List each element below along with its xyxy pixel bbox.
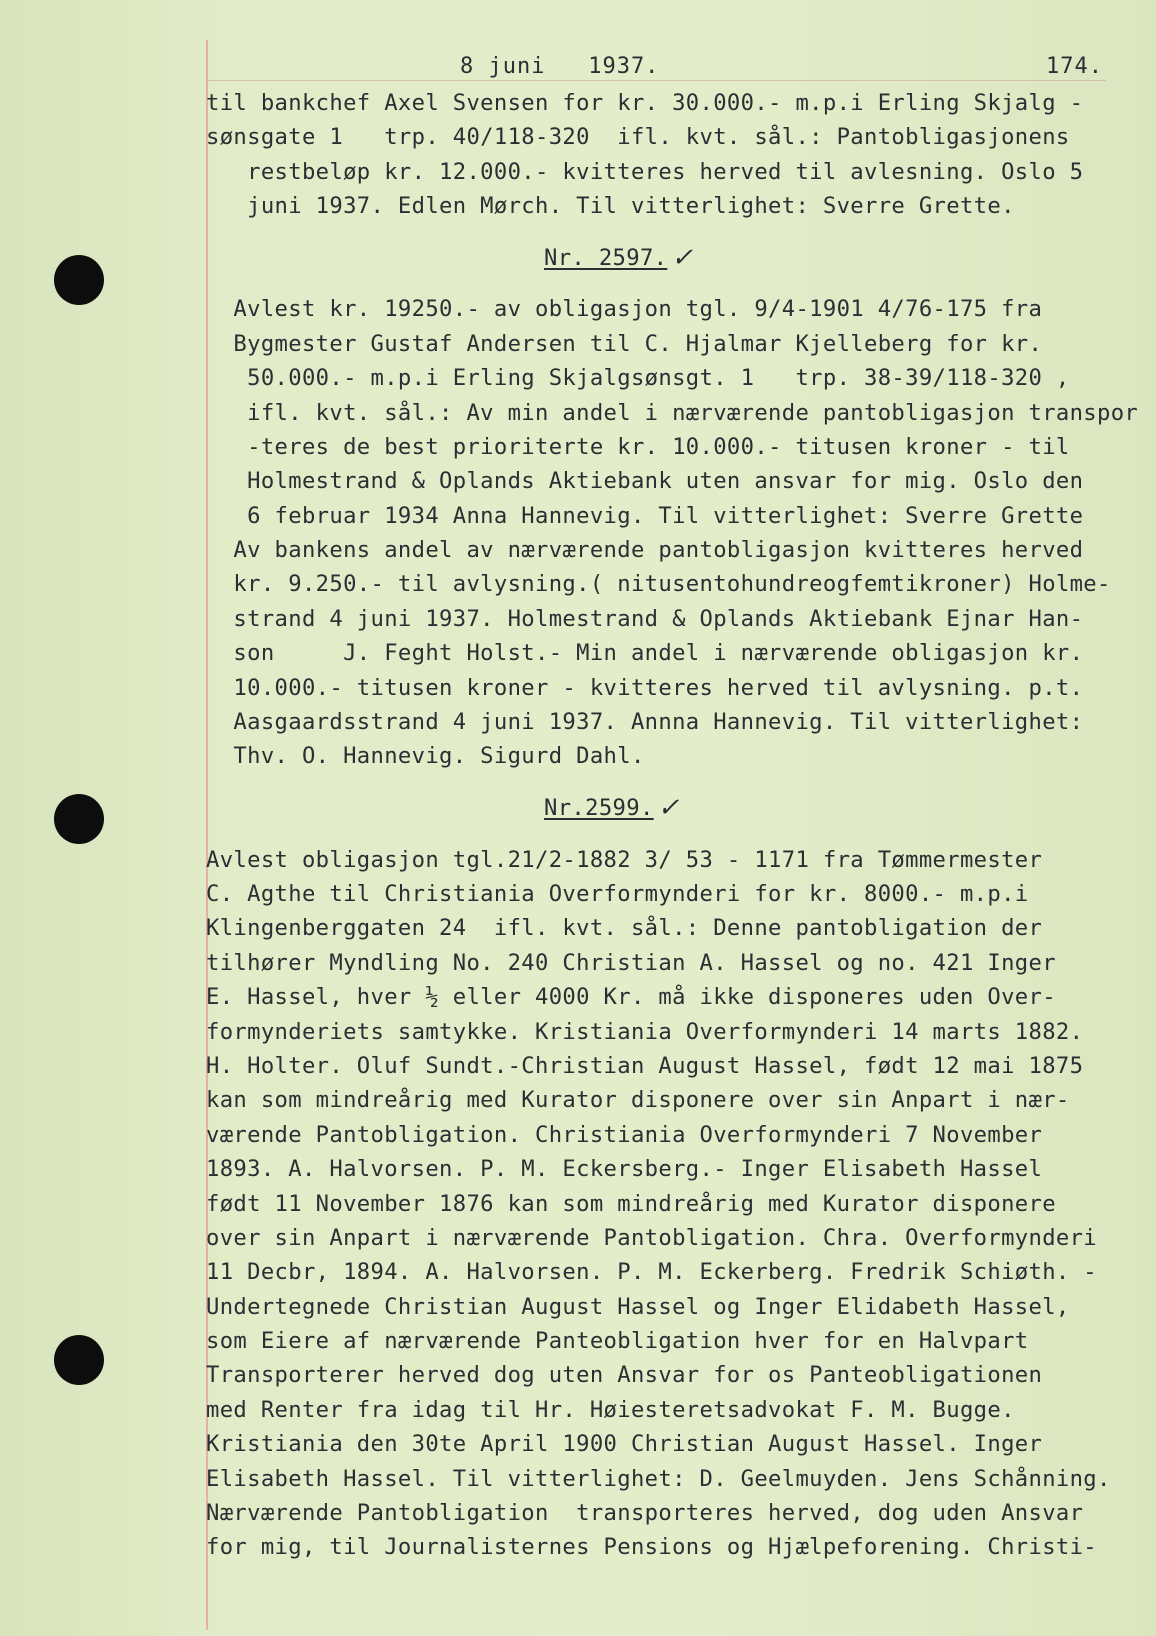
text-line: værende Pantobligation. Christiania Overformynderi 7 November bbox=[206, 1121, 1043, 1148]
text-line: 6 februar 1934 Anna Hannevig. Til vitterlighet: Sverre Grette bbox=[206, 502, 1084, 529]
text-line: Klingenberggaten 24 ifl. kvt. sål.: Denne pantobligation der bbox=[206, 915, 1043, 942]
text-line: kr. 9.250.- til avlysning.( nitusentohundreogfemtikroner) Holme- bbox=[206, 571, 1111, 598]
punch-hole-bottom bbox=[54, 1335, 104, 1385]
text-line: Aasgaardsstrand 4 juni 1937. Annna Hannevig. Til vitterlighet: bbox=[206, 709, 1084, 736]
text-line: restbeløp kr. 12.000.- kvitteres herved til avlesning. Oslo 5 bbox=[206, 158, 1084, 185]
punch-hole-middle bbox=[54, 794, 104, 844]
text-line: Holmestrand & Oplands Aktiebank uten ansvar for mig. Oslo den bbox=[206, 468, 1084, 495]
text-line: sønsgate 1 trp. 40/118-320 ifl. kvt. sål.: Pantobligasjonens bbox=[206, 124, 1070, 151]
entry-number: Nr. 2597. bbox=[544, 244, 668, 271]
text-line: født 11 November 1876 kan som mindreårig med Kurator disponere bbox=[206, 1190, 1056, 1217]
page-header bbox=[0, 54, 1156, 84]
paragraph-2 bbox=[206, 292, 1139, 773]
text-line: 50.000.- m.p.i Erling Skjalgsønsgt. 1 trp. 38-39/118-320 , bbox=[206, 365, 1070, 392]
text-line: formynderiets samtykke. Kristiania Overformynderi 14 marts 1882. bbox=[206, 1018, 1084, 1045]
text-line: Bygmester Gustaf Andersen til C. Hjalmar Kjelleberg for kr. bbox=[206, 330, 1043, 357]
text-line: med Renter fra idag til Hr. Høiesteretsadvokat F. M. Bugge. bbox=[206, 1396, 1015, 1423]
check-mark-icon: ✓ bbox=[671, 242, 694, 273]
text-line: over sin Anpart i nærværende Pantobligation. Chra. Overformynderi bbox=[206, 1224, 1098, 1251]
text-line: Transporterer herved dog uten Ansvar for os Panteobligationen bbox=[206, 1362, 1043, 1389]
text-line: H. Holter. Oluf Sundt.-Christian August Hassel, født 12 mai 1875 bbox=[206, 1052, 1084, 1079]
text-line: 11 Decbr, 1894. A. Halvorsen. P. M. Eckerberg. Fredrik Schiøth. - bbox=[206, 1259, 1098, 1286]
text-line: strand 4 juni 1937. Holmestrand & Oplands Aktiebank Ejnar Han- bbox=[206, 605, 1084, 632]
text-line: Kristiania den 30te April 1900 Christian August Hassel. Inger bbox=[206, 1431, 1043, 1458]
text-line: E. Hassel, hver ½ eller 4000 Kr. må ikke disponeres uden Over- bbox=[206, 984, 1056, 1011]
text-line: for mig, til Journalisternes Pensions og Hjælpeforening. Christi- bbox=[206, 1534, 1098, 1561]
entry-number: Nr.2599. bbox=[544, 795, 654, 822]
text-line: ifl. kvt. sål.: Av min andel i nærværende pantobligasjon transpor bbox=[206, 399, 1139, 426]
text-line: Undertegnede Christian August Hassel og Inger Elidabeth Hassel, bbox=[206, 1293, 1070, 1320]
header-date: 8 juni 1937. bbox=[460, 54, 660, 79]
paragraph-1 bbox=[206, 86, 1136, 224]
paragraph-3 bbox=[206, 843, 1136, 1565]
text-line: son J. Feght Holst.- Min andel i nærværende obligasjon kr. bbox=[206, 640, 1084, 667]
text-line: 10.000.- titusen kroner - kvitteres herved til avlysning. p.t. bbox=[206, 674, 1084, 701]
text-line: som Eiere af nærværende Panteobligation hver for en Halvpart bbox=[206, 1328, 1029, 1355]
text-line: tilhører Myndling No. 240 Christian A. Hassel og no. 421 Inger bbox=[206, 949, 1056, 976]
text-line: til bankchef Axel Svensen for kr. 30.000.- m.p.i Erling Skjalg - bbox=[206, 90, 1084, 116]
entry-heading-2599 bbox=[206, 774, 1136, 843]
entry-heading-2597 bbox=[206, 224, 1136, 293]
text-line: Avlest kr. 19250.- av obligasjon tgl. 9/4-1901 4/76-175 fra bbox=[206, 296, 1043, 323]
punch-hole-top bbox=[54, 255, 104, 305]
text-line: Avlest obligasjon tgl.21/2-1882 3/ 53 - 1171 fra Tømmermester bbox=[206, 846, 1043, 873]
text-line: C. Agthe til Christiania Overformynderi for kr. 8000.- m.p.i bbox=[206, 881, 1029, 908]
document-body bbox=[206, 86, 1139, 1565]
text-line: Elisabeth Hassel. Til vitterlighet: D. Geelmuyden. Jens Schånning. bbox=[206, 1465, 1111, 1492]
text-line: 1893. A. Halvorsen. P. M. Eckersberg.- Inger Elisabeth Hassel bbox=[206, 1156, 1043, 1183]
text-line: Nærværende Pantobligation transporteres herved, dog uden Ansvar bbox=[206, 1500, 1084, 1527]
check-mark-icon: ✓ bbox=[657, 793, 680, 824]
text-line: juni 1937. Edlen Mørch. Til vitterlighet: Sverre Grette. bbox=[206, 193, 1015, 220]
text-line: Av bankens andel av nærværende pantobligasjon kvitteres herved bbox=[206, 537, 1084, 564]
page-number: 174. bbox=[1046, 54, 1103, 79]
text-line: Thv. O. Hannevig. Sigurd Dahl. bbox=[206, 743, 645, 770]
text-line: -teres de best prioriterte kr. 10.000.- titusen kroner - til bbox=[206, 433, 1070, 460]
text-line: kan som mindreårig med Kurator disponere over sin Anpart i nær- bbox=[206, 1087, 1070, 1114]
